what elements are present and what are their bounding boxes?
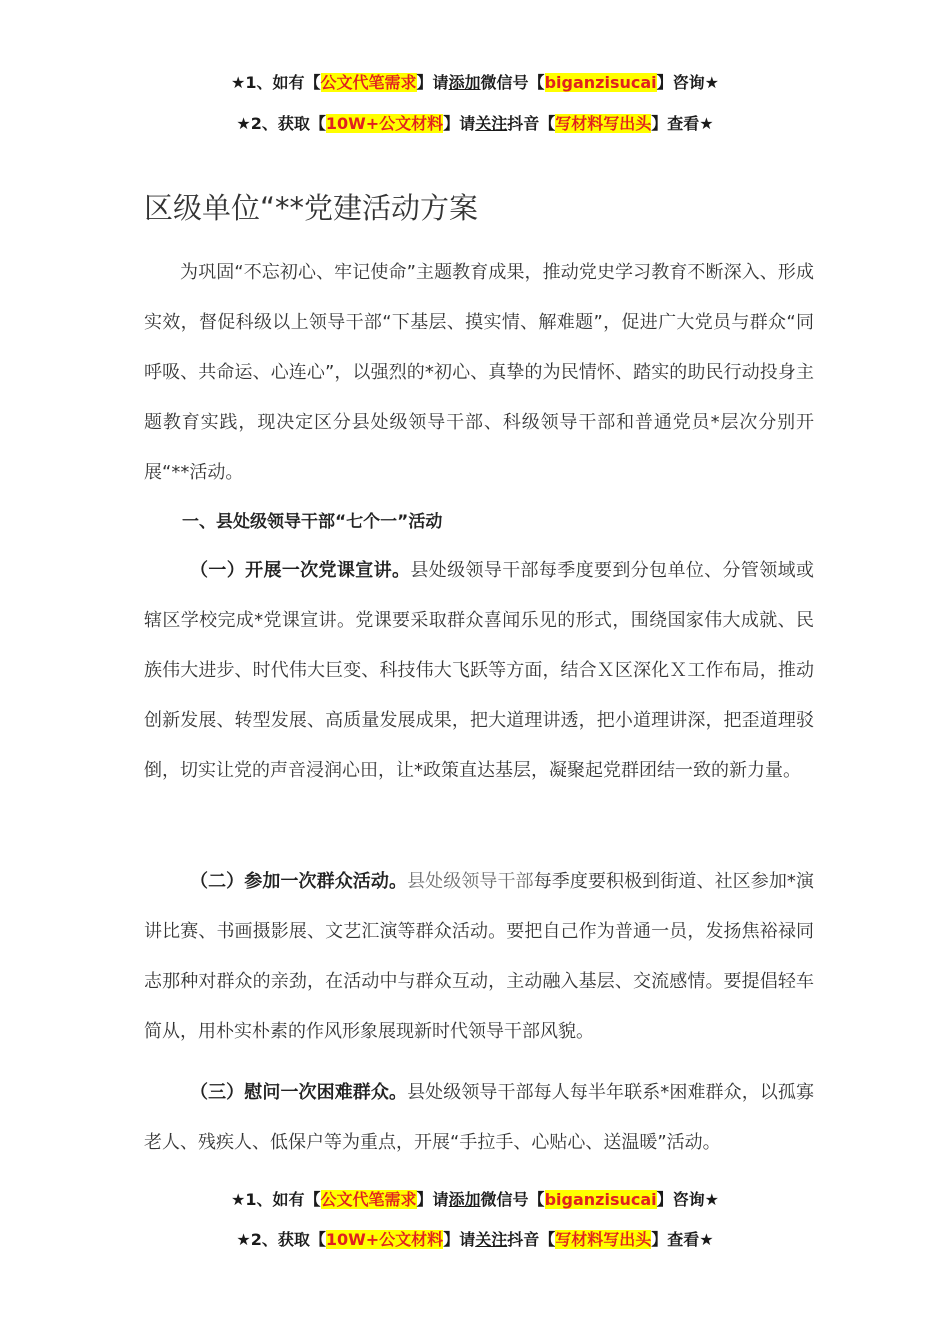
item-2-paragraph (144, 857, 814, 1057)
banner-text: ★2、获取【 (236, 114, 326, 133)
banner-text: 】请 (443, 114, 476, 133)
item-2-gray-text: 县处级领导干部 (407, 871, 534, 892)
banner-text: 】请 (416, 1190, 449, 1209)
wechat-id-highlight: biganzisucai (544, 73, 657, 92)
item-2-body: 每季度要积极到街道、社区参加*演讲比赛、书画摄影展、文艺汇演等群众活动。要把自己作为普通一员，发扬焦裕禄同志那种对群众的亲劲，在活动中与群众互动，主动融入基层、交流感情。要提倡轻车简从，用朴实朴素的作风形象展现新时代领导干部风貌。 (144, 871, 815, 1042)
underlined-text: 关注 (475, 114, 508, 133)
item-3-title: （三）慰问一次困难群众。 (190, 1082, 408, 1103)
highlight-text: 10W+公文材料 (325, 1230, 444, 1249)
item-3-paragraph (144, 1068, 814, 1168)
item-2-title: （二）参加一次群众活动。 (190, 871, 408, 892)
promo-banner-line2-bottom (0, 1227, 950, 1250)
banner-text: 微信号【 (480, 1190, 545, 1209)
banner-text: 】查看★ (651, 114, 714, 133)
item-1-paragraph (144, 546, 814, 796)
banner-text: 】请 (443, 1230, 476, 1249)
wechat-id-highlight: biganzisucai (544, 1190, 657, 1209)
banner-text: ★1、如有【 (231, 73, 321, 92)
banner-text: ★2、获取【 (236, 1230, 326, 1249)
highlight-text: 公文代笔需求 (320, 73, 417, 92)
banner-text: 微信号【 (480, 73, 545, 92)
douyin-highlight: 写材料写出头 (555, 1230, 652, 1249)
intro-paragraph: 为巩固“不忘初心、牢记使命”主题教育成果，推动党史学习教育不断深入、形成实效，督促科级以上领导干部“下基层、摸实情、解难题”，促进广大党员与群众“同呼吸、共命运、心连心”，以强烈的*初心、真挚的为民情怀、踏实的助民行动投身主题教育实践，现决定区分县处级领导干部、科级领导干部和普通党员*层次分别开展“**活动。 (144, 262, 814, 483)
promo-banner-line1-top (0, 70, 950, 93)
highlight-text: 10W+公文材料 (325, 114, 444, 133)
promo-banner-line2-top (0, 111, 950, 134)
banner-text: 】查看★ (651, 1230, 714, 1249)
item-3-body: 县处级领导干部每人每半年联系*困难群众，以孤寡老人、残疾人、低保户等为重点，开展“手拉手、心贴心、送温暖”活动。 (144, 1082, 815, 1153)
underlined-text: 添加 (448, 73, 481, 92)
highlight-text: 公文代笔需求 (320, 1190, 417, 1209)
banner-text: 】请 (416, 73, 449, 92)
banner-text: ★1、如有【 (231, 1190, 321, 1209)
underlined-text: 关注 (475, 1230, 508, 1249)
douyin-highlight: 写材料写出头 (555, 114, 652, 133)
item-1-body: 县处级领导干部每季度要到分包单位、分管领域或辖区学校完成*党课宣讲。党课要采取群众喜闻乐见的形式，围绕国家伟大成就、民族伟大进步、时代伟大巨变、科技伟大飞跃等方面，结合Ｘ区深化Ｘ工作布局，推动创新发展、转型发展、高质量发展成果，把大道理讲透，把小道理讲深，把歪道理驳倒，切实让党的声音浸润心田，让*政策直达基层，凝聚起党群团结一致的新力量。 (144, 560, 815, 781)
banner-text: 】咨询★ (656, 73, 719, 92)
banner-text: 抖音【 (507, 1230, 556, 1249)
promo-banner-line1-bottom (0, 1187, 950, 1210)
document-title: 区级单位“**党建活动方案 (144, 191, 479, 225)
banner-text: 】咨询★ (656, 1190, 719, 1209)
underlined-text: 添加 (448, 1190, 481, 1209)
banner-text: 抖音【 (507, 114, 556, 133)
item-1-title: （一）开展一次党课宣讲。 (190, 560, 411, 581)
section-heading: 一、县处级领导干部“七个一”活动 (182, 512, 443, 532)
